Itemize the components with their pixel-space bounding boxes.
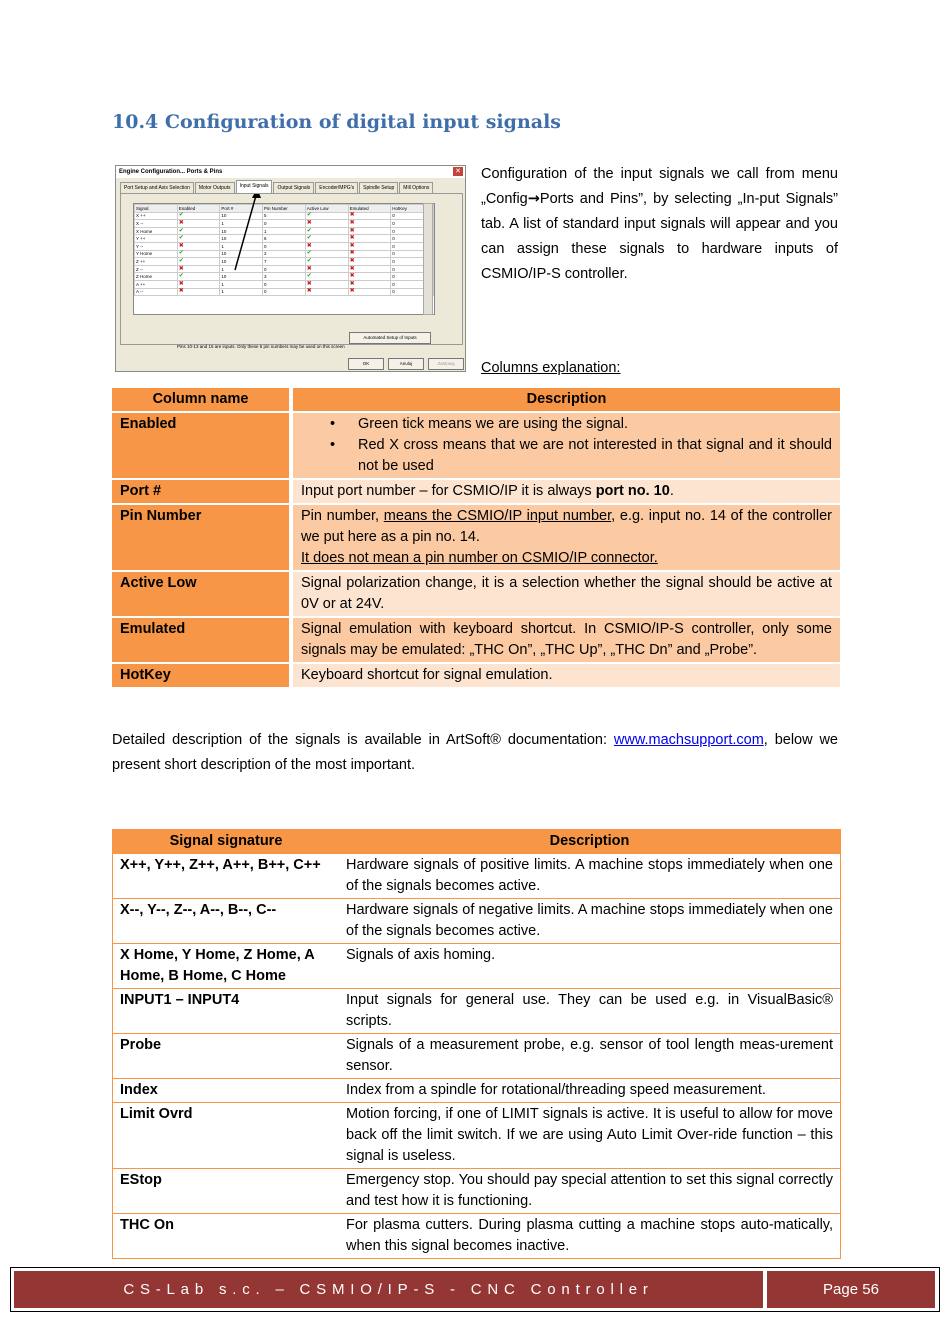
signal-signature: EStop: [113, 1168, 339, 1213]
header-signal-signature: Signal signature: [113, 830, 339, 853]
pointer-arrow-icon: [121, 194, 462, 344]
grid-cell: 3: [263, 273, 306, 281]
table-row: [112, 413, 840, 480]
grid-cell: A --: [135, 288, 178, 296]
grid-cell: 7: [263, 258, 306, 266]
screenshot-tab: Motor Outputs: [195, 182, 235, 195]
green-tick-icon: ✔: [305, 250, 348, 258]
screenshot-tab: Port Setup and Axis Selection: [120, 182, 194, 195]
screenshot-panel: [120, 193, 463, 349]
red-cross-icon: ✖: [177, 242, 220, 250]
intro-paragraph: [481, 162, 838, 287]
grid-cell: X --: [135, 220, 178, 228]
grid-cell: 1: [220, 280, 263, 288]
row-name: Emulated: [112, 618, 293, 664]
table-row: [113, 1213, 840, 1258]
grid-header: HotKey: [391, 205, 434, 213]
green-tick-icon: ✔: [305, 273, 348, 281]
red-cross-icon: ✖: [348, 220, 391, 228]
grid-cell: 0: [391, 220, 434, 228]
signal-signature: Limit Ovrd: [113, 1102, 339, 1168]
grid-cell: 0: [391, 235, 434, 243]
grid-header: Emulated: [348, 205, 391, 213]
screenshot-tab: Spindle Setup: [359, 182, 398, 195]
grid-header: Active Low: [305, 205, 348, 213]
table-row: [113, 1102, 840, 1168]
grid-cell: 0: [391, 265, 434, 273]
signal-signature: Index: [113, 1078, 339, 1102]
signal-description: For plasma cutters. During plasma cutting a machine stops auto-matically, when this signal becomes inactive.: [339, 1213, 840, 1258]
page-footer: [10, 1267, 940, 1312]
grid-cell: X ++: [135, 212, 178, 220]
table-row: [112, 480, 840, 505]
grid-cell: 10: [220, 227, 263, 235]
row-description: Signal emulation with keyboard shortcut. In CSMIO/IP-S controller, only some signals may be emulated: „THC On”, „THC Up”, „THC Dn” and „Probe”.: [293, 618, 840, 664]
red-cross-icon: ✖: [177, 265, 220, 273]
intro-text-1: Configuration of the input signals we call from menu „Config: [481, 166, 838, 207]
red-cross-icon: ✖: [348, 288, 391, 296]
automated-setup-button: Automated Setup of Inputs: [349, 332, 431, 344]
grid-cell: 1: [263, 227, 306, 235]
grid-cell: 0: [391, 212, 434, 220]
red-cross-icon: ✖: [348, 227, 391, 235]
grid-header: Pin Number: [263, 205, 306, 213]
section-heading: 10.4 Configuration of digital input signals: [112, 111, 561, 133]
row-name: HotKey: [112, 664, 293, 689]
grid-header: Signal: [135, 205, 178, 213]
grid-cell: Z --: [135, 265, 178, 273]
grid-cell: 10: [220, 250, 263, 258]
table-row: [113, 1168, 840, 1213]
screenshot-window-title: Engine Configuration... Ports & Pins: [116, 166, 465, 178]
grid-cell: 0: [391, 227, 434, 235]
green-tick-icon: ✔: [177, 212, 220, 220]
grid-cell: 0: [391, 250, 434, 258]
arrow-icon: →: [527, 191, 540, 207]
grid-cell: 0: [391, 242, 434, 250]
red-cross-icon: ✖: [348, 280, 391, 288]
grid-cell: 0: [391, 273, 434, 281]
green-tick-icon: ✔: [305, 235, 348, 243]
grid-cell: 0: [263, 288, 306, 296]
row-description: [293, 480, 840, 505]
grid-cell: 10: [220, 212, 263, 220]
signal-description: Hardware signals of negative limits. A machine stops immediately when one of the signals becomes active.: [339, 898, 840, 943]
grid-header: Port #: [220, 205, 263, 213]
grid-header: Enabled: [177, 205, 220, 213]
row-name: Pin Number: [112, 505, 293, 572]
grid-cell: 1: [220, 242, 263, 250]
row-description: [293, 505, 840, 572]
green-tick-icon: ✔: [305, 212, 348, 220]
table-row: [112, 618, 840, 664]
table-row: [112, 572, 840, 618]
ok-button: OK: [348, 358, 384, 370]
columns-table: [112, 388, 840, 689]
screenshot-tab: Mill Options: [399, 182, 433, 195]
green-tick-icon: ✔: [177, 235, 220, 243]
grid-cell: 1: [220, 288, 263, 296]
close-icon: ✕: [453, 167, 463, 176]
red-cross-icon: ✖: [348, 265, 391, 273]
red-cross-icon: ✖: [305, 220, 348, 228]
grid-cell: Y ++: [135, 235, 178, 243]
signal-description: Index from a spindle for rotational/threading speed measurement.: [339, 1078, 840, 1102]
bullet-item: • Red X cross means that we are not interested in that signal and it should not be used: [358, 435, 832, 477]
grid-cell: Y Home: [135, 250, 178, 258]
green-tick-icon: ✔: [177, 258, 220, 266]
green-tick-icon: ✔: [305, 258, 348, 266]
port-bold: port no. 10: [595, 483, 670, 499]
header-description: Description: [293, 388, 840, 413]
detail-text-1: Detailed description of the signals is available in ArtSoft® documentation:: [112, 732, 614, 748]
row-name: Enabled: [112, 413, 293, 480]
grid-cell: 10: [220, 235, 263, 243]
header-description: Description: [339, 830, 840, 853]
detail-text-2: , below we present short description of the most important.: [112, 732, 838, 773]
grid-cell: 10: [220, 273, 263, 281]
green-tick-icon: ✔: [305, 227, 348, 235]
machsupport-link[interactable]: www.machsupport.com: [613, 732, 764, 748]
signal-signature: X--, Y--, Z--, A--, B--, C--: [113, 898, 339, 943]
red-cross-icon: ✖: [177, 288, 220, 296]
header-column-name: Column name: [112, 388, 293, 413]
grid-cell: A ++: [135, 280, 178, 288]
grid-cell: 1: [220, 265, 263, 273]
apply-button: Anuluj: [388, 358, 424, 370]
grid-cell: 0: [263, 280, 306, 288]
pin-text-1: Pin number,: [301, 508, 384, 524]
bullet-item: • Green tick means we are using the signal.: [358, 414, 832, 435]
grid-cell: 0: [263, 220, 306, 228]
signal-description: Input signals for general use. They can be used e.g. in VisualBasic® scripts.: [339, 988, 840, 1033]
red-cross-icon: ✖: [348, 212, 391, 220]
grid-cell: 0: [263, 242, 306, 250]
signal-signature: THC On: [113, 1213, 339, 1258]
grid-cell: X Home: [135, 227, 178, 235]
grid-cell: 0: [263, 265, 306, 273]
signal-signature: X Home, Y Home, Z Home, A Home, B Home, C Home: [113, 943, 339, 988]
page-number: Page 56: [767, 1271, 935, 1308]
red-cross-icon: ✖: [305, 242, 348, 250]
signal-signature: Probe: [113, 1033, 339, 1078]
red-cross-icon: ✖: [348, 258, 391, 266]
grid-cell: 0: [391, 280, 434, 288]
grid-cell: 10: [220, 258, 263, 266]
row-description: Signal polarization change, it is a selection whether the signal should be active at 0V or at 24V.: [293, 572, 840, 618]
red-cross-icon: ✖: [348, 250, 391, 258]
row-description: [293, 413, 840, 480]
grid-cell: Z ++: [135, 258, 178, 266]
grid-cell: 2: [263, 250, 306, 258]
signal-description: Hardware signals of positive limits. A machine stops immediately when one of the signals becomes active.: [339, 853, 840, 898]
signal-description: Emergency stop. You should pay special attention to set this signal correctly and test how it is functioning.: [339, 1168, 840, 1213]
table-row: [113, 1033, 840, 1078]
green-tick-icon: ✔: [177, 273, 220, 281]
grid-cell: 6: [263, 235, 306, 243]
port-end: .: [669, 483, 674, 499]
grid-cell: Z Home: [135, 273, 178, 281]
signal-signature: X++, Y++, Z++, A++, B++, C++: [113, 853, 339, 898]
red-cross-icon: ✖: [305, 280, 348, 288]
row-name: Port #: [112, 480, 293, 505]
red-cross-icon: ✖: [305, 288, 348, 296]
grid-cell: 0: [391, 288, 434, 296]
signal-description: Signals of axis homing.: [339, 943, 840, 988]
row-name: Active Low: [112, 572, 293, 618]
pin-text-2: , e.g. input no. 14 of the controller we put here as a pin no. 14.: [301, 508, 832, 545]
red-cross-icon: ✖: [348, 242, 391, 250]
table-row: [113, 853, 840, 898]
screenshot-tab: Output Signals: [273, 182, 314, 195]
table-row: [113, 898, 840, 943]
red-cross-icon: ✖: [177, 280, 220, 288]
signal-signature: INPUT1 – INPUT4: [113, 988, 339, 1033]
intro-text-2: Ports and Pins”, by selecting „In-put Signals” tab. A list of standard input signals will appear and you can assign these signals to hardware inputs of CSMIO/IP-S controller.: [481, 191, 838, 282]
table-row: [113, 1078, 840, 1102]
detail-paragraph: [112, 728, 838, 778]
screenshot-tab: Input Signals: [236, 180, 273, 193]
pins-note: Pins 10-13 and 15 are inputs. Only these 5 pin numbers may be used on this screen: [177, 344, 345, 349]
green-tick-icon: ✔: [177, 227, 220, 235]
port-text: Input port number – for CSMIO/IP it is always: [301, 483, 596, 499]
grid-cell: 5: [263, 212, 306, 220]
green-tick-icon: ✔: [177, 250, 220, 258]
signal-description: Motion forcing, if one of LIMIT signals is active. It is useful to allow for move back off the limit switch. If we are using Auto Limit Over-ride function – this signal is useless.: [339, 1102, 840, 1168]
columns-explanation-heading: Columns explanation:: [481, 360, 621, 376]
footer-title: CS-Lab s.c. – CSMIO/IP-S - CNC Controller: [14, 1271, 763, 1308]
red-cross-icon: ✖: [177, 220, 220, 228]
table-row: [112, 664, 840, 689]
screenshot-tab: Encoder/MPG's: [315, 182, 358, 195]
signals-description-table: [112, 829, 841, 1259]
pin-underline-1: means the CSMIO/IP input number: [383, 508, 612, 524]
grid-cell: 0: [391, 258, 434, 266]
row-description: Keyboard shortcut for signal emulation.: [293, 664, 840, 689]
grid-cell: 1: [220, 220, 263, 228]
cancel-button: Zastosuj: [428, 358, 464, 370]
red-cross-icon: ✖: [348, 273, 391, 281]
pin-underline-2: It does not mean a pin number on CSMIO/IP connector.: [301, 550, 658, 566]
signal-description: Signals of a measurement probe, e.g. sensor of tool length meas-urement sensor.: [339, 1033, 840, 1078]
config-screenshot: [115, 165, 466, 372]
grid-cell: Y --: [135, 242, 178, 250]
table-row: [113, 988, 840, 1033]
table-row: [113, 943, 840, 988]
table-row: [112, 505, 840, 572]
red-cross-icon: ✖: [305, 265, 348, 273]
red-cross-icon: ✖: [348, 235, 391, 243]
